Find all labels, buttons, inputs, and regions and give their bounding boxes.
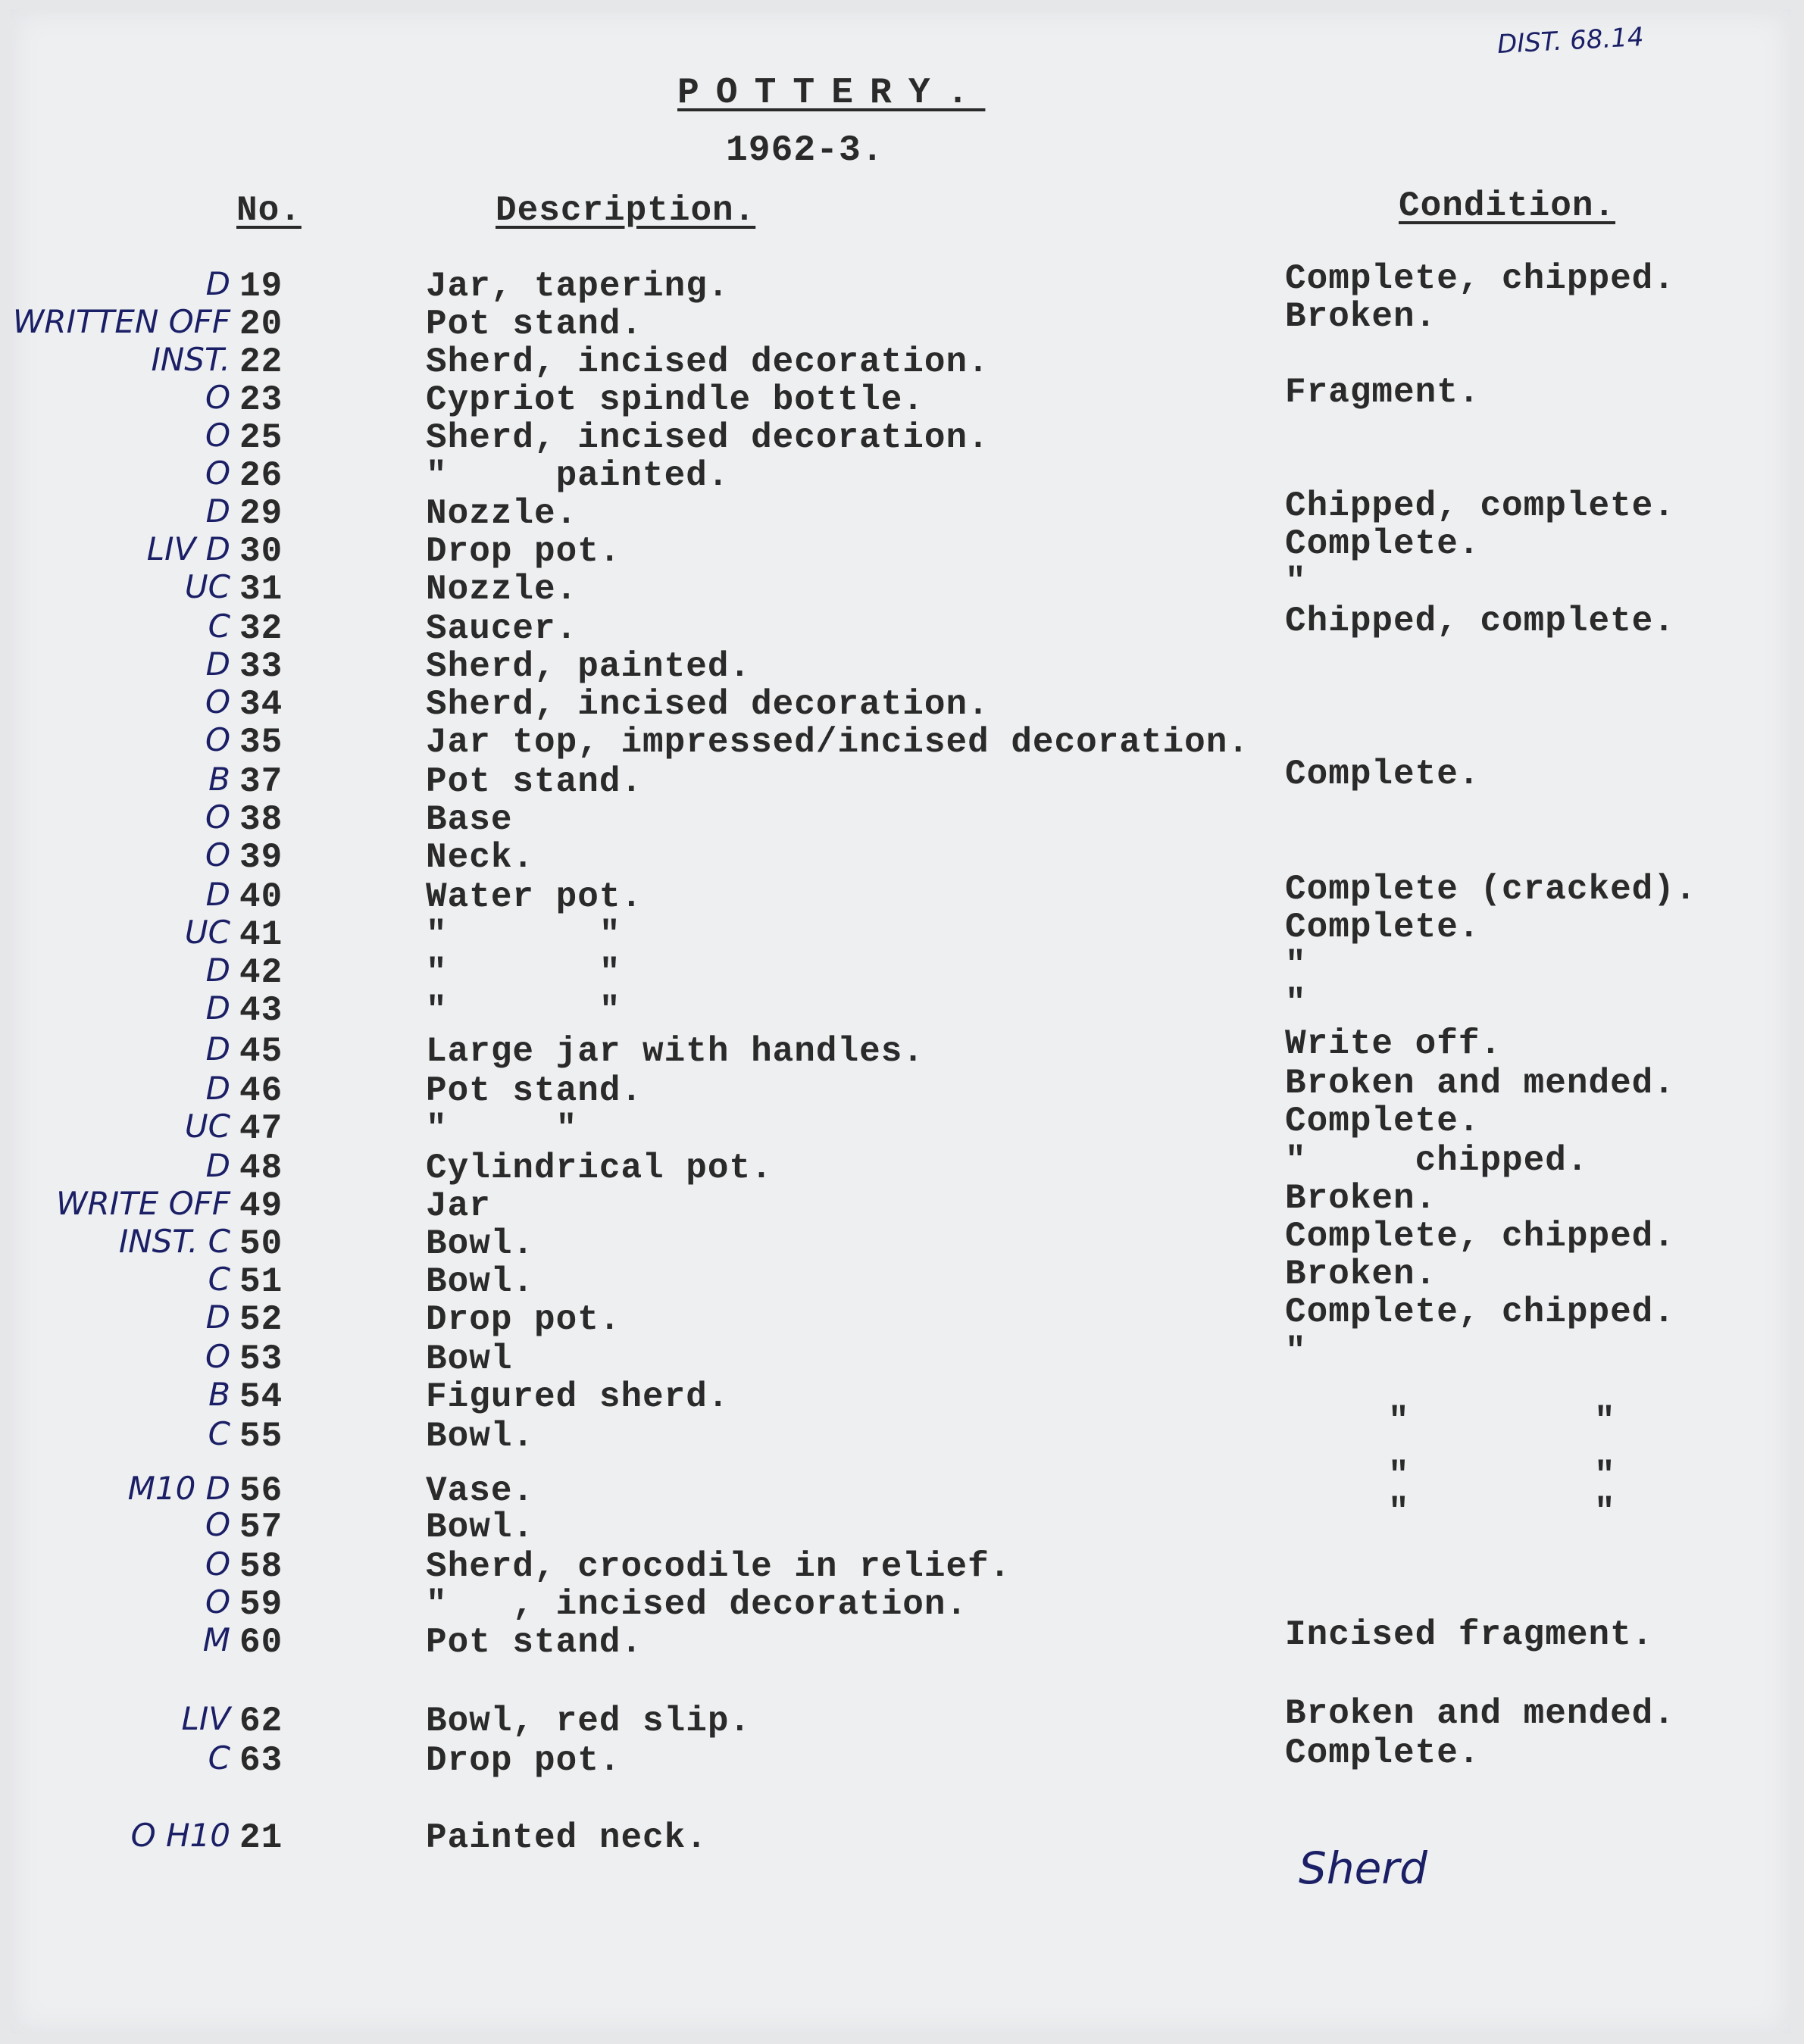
row-handwritten-mark: C (208, 1261, 230, 1298)
row-number: 25 (239, 418, 283, 458)
row-number: 31 (239, 570, 283, 609)
row-handwritten-mark: D (205, 876, 230, 913)
row-handwritten-mark: D (205, 1147, 230, 1184)
row-handwritten-mark: D (205, 1299, 230, 1336)
column-header-condition: Condition. (1399, 186, 1616, 226)
row-number: 47 (239, 1109, 283, 1149)
row-condition: " chipped. (1285, 1141, 1589, 1180)
row-handwritten-mark: INST. C (118, 1223, 230, 1260)
row-condition: Complete, chipped. (1285, 1217, 1675, 1256)
row-description: Jar top, impressed/incised decoration. (426, 723, 1249, 762)
row-number: 45 (239, 1032, 283, 1071)
row-number: 55 (239, 1417, 283, 1456)
row-description: " , incised decoration. (426, 1585, 968, 1624)
row-handwritten-mark: O H10 (130, 1817, 230, 1854)
row-number: 63 (239, 1741, 283, 1780)
row-handwritten-mark: D (205, 952, 230, 989)
row-number: 54 (239, 1377, 283, 1417)
row-handwritten-mark: B (208, 1376, 230, 1413)
row-handwritten-mark: O (205, 836, 230, 874)
row-handwritten-mark: O (205, 1338, 230, 1375)
row-description: " " (426, 915, 621, 955)
row-number: 62 (239, 1702, 283, 1741)
row-handwritten-mark: LIV (181, 1700, 230, 1737)
row-description: Saucer. (426, 609, 578, 649)
row-condition-ditto: " (1388, 1492, 1410, 1532)
row-description: Sherd, incised decoration. (426, 685, 990, 724)
row-condition: " (1285, 945, 1307, 985)
row-handwritten-mark: O (205, 455, 230, 492)
row-condition-ditto: " (1594, 1456, 1616, 1495)
row-number: 32 (239, 609, 283, 649)
row-description: Bowl. (426, 1262, 535, 1302)
row-handwritten-mark: M10 D (127, 1470, 230, 1507)
row-description: Cypriot spindle bottle. (426, 380, 924, 420)
row-handwritten-mark: WRITTEN OFF (12, 303, 230, 340)
row-number: 26 (239, 456, 283, 495)
row-handwritten-mark: O (205, 379, 230, 416)
row-description: Jar (426, 1186, 491, 1226)
row-number: 57 (239, 1508, 283, 1547)
row-handwritten-mark: M (202, 1621, 230, 1658)
row-number: 38 (239, 800, 283, 839)
row-description: Base (426, 800, 513, 839)
row-handwritten-mark: UC (184, 1108, 230, 1145)
handwritten-condition-note: Sherd (1299, 1842, 1427, 1894)
row-description: Large jar with handles. (426, 1032, 924, 1071)
row-handwritten-mark: D (205, 1030, 230, 1067)
row-description: Vase. (426, 1471, 535, 1511)
row-number: 33 (239, 647, 283, 686)
row-description: Bowl. (426, 1224, 535, 1264)
row-number: 23 (239, 380, 283, 420)
row-handwritten-mark: D (205, 265, 230, 302)
row-condition: Broken and mended. (1285, 1064, 1675, 1103)
row-handwritten-mark: O (205, 1583, 230, 1621)
row-handwritten-mark: WRITE OFF (55, 1185, 230, 1222)
row-handwritten-mark: D (205, 645, 230, 683)
row-number: 30 (239, 532, 283, 571)
row-condition: " (1285, 562, 1307, 602)
row-number: 50 (239, 1224, 283, 1264)
row-description: " painted. (426, 456, 730, 495)
row-number: 35 (239, 723, 283, 762)
row-description: Bowl, red slip. (426, 1702, 752, 1741)
row-number: 42 (239, 953, 283, 992)
row-condition: Complete. (1285, 1733, 1480, 1773)
row-number: 59 (239, 1585, 283, 1624)
row-number: 46 (239, 1071, 283, 1111)
row-condition: Complete. (1285, 1102, 1480, 1141)
row-number: 39 (239, 838, 283, 877)
corner-reference: DIST. 68.14 (1496, 21, 1645, 61)
row-condition-ditto: " (1594, 1402, 1616, 1441)
row-condition: Fragment. (1285, 373, 1480, 412)
row-condition: Complete. (1285, 524, 1480, 564)
row-condition: " (1285, 1332, 1307, 1371)
row-handwritten-mark: C (208, 1415, 230, 1452)
row-number: 51 (239, 1262, 283, 1302)
row-number: 52 (239, 1300, 283, 1339)
row-description: Sherd, painted. (426, 647, 752, 686)
row-condition: Broken. (1285, 1179, 1437, 1218)
row-condition: Broken. (1285, 297, 1437, 336)
row-handwritten-mark: O (205, 1546, 230, 1583)
row-condition: Complete. (1285, 908, 1480, 947)
row-number: 19 (239, 267, 283, 306)
row-condition: Incised fragment. (1285, 1615, 1654, 1655)
row-description: Figured sherd. (426, 1377, 730, 1417)
row-condition: " (1285, 983, 1307, 1023)
row-description: " " (426, 953, 621, 992)
row-description: Pot stand. (426, 1071, 643, 1111)
row-description: Nozzle. (426, 494, 578, 533)
row-condition: Chipped, complete. (1285, 486, 1675, 526)
row-number: 43 (239, 991, 283, 1030)
row-number: 60 (239, 1623, 283, 1662)
row-handwritten-mark: O (205, 799, 230, 836)
row-number: 22 (239, 342, 283, 382)
page-year: 1962-3. (726, 130, 884, 171)
row-handwritten-mark: B (208, 761, 230, 798)
column-header-no: No. (236, 191, 302, 230)
row-condition: Complete, chipped. (1285, 1292, 1675, 1332)
row-handwritten-mark: UC (184, 568, 230, 605)
row-number: 56 (239, 1471, 283, 1511)
row-description: Drop pot. (426, 532, 621, 571)
row-handwritten-mark: LIV D (146, 530, 230, 567)
row-description: Pot stand. (426, 305, 643, 344)
row-description: " " (426, 1109, 578, 1149)
row-number: 41 (239, 915, 283, 955)
row-handwritten-mark: D (205, 492, 230, 530)
row-condition: Broken. (1285, 1255, 1437, 1294)
row-handwritten-mark: C (208, 608, 230, 645)
row-description: Water pot. (426, 877, 643, 917)
row-handwritten-mark: D (205, 1070, 230, 1107)
row-description: Bowl (426, 1339, 513, 1379)
row-handwritten-mark: O (205, 721, 230, 758)
page-title: POTTERY. (677, 73, 986, 114)
row-handwritten-mark: UC (184, 914, 230, 951)
row-number: 40 (239, 877, 283, 917)
row-condition-ditto: " (1594, 1492, 1616, 1532)
row-number: 21 (239, 1818, 283, 1858)
row-handwritten-mark: INST. (151, 341, 230, 378)
row-number: 37 (239, 762, 283, 802)
document-page (11, 9, 1791, 2033)
row-description: Bowl. (426, 1508, 535, 1547)
row-condition-ditto: " (1388, 1456, 1410, 1495)
row-condition: Complete, chipped. (1285, 259, 1675, 298)
row-condition: Write off. (1285, 1024, 1502, 1064)
row-number: 34 (239, 685, 283, 724)
row-description: Drop pot. (426, 1741, 621, 1780)
row-description: Sherd, incised decoration. (426, 342, 990, 382)
row-condition: Complete. (1285, 755, 1480, 794)
row-handwritten-mark: C (208, 1739, 230, 1777)
row-number: 53 (239, 1339, 283, 1379)
row-number: 48 (239, 1149, 283, 1188)
row-handwritten-mark: O (205, 683, 230, 720)
row-condition-ditto: " (1388, 1402, 1410, 1441)
row-handwritten-mark: O (205, 417, 230, 454)
row-description: Sherd, crocodile in relief. (426, 1547, 1011, 1586)
row-handwritten-mark: O (205, 1506, 230, 1543)
row-number: 58 (239, 1547, 283, 1586)
row-description: " " (426, 991, 621, 1030)
row-description: Pot stand. (426, 1623, 643, 1662)
row-number: 29 (239, 494, 283, 533)
row-number: 20 (239, 305, 283, 344)
row-condition: Complete (cracked). (1285, 870, 1697, 909)
column-header-description: Description. (496, 191, 756, 230)
row-description: Cylindrical pot. (426, 1149, 773, 1188)
row-description: Nozzle. (426, 570, 578, 609)
row-description: Sherd, incised decoration. (426, 418, 990, 458)
row-description: Bowl. (426, 1417, 535, 1456)
row-handwritten-mark: D (205, 989, 230, 1027)
row-description: Drop pot. (426, 1300, 621, 1339)
row-number: 49 (239, 1186, 283, 1226)
row-condition: Broken and mended. (1285, 1694, 1675, 1733)
row-description: Pot stand. (426, 762, 643, 802)
row-description: Jar, tapering. (426, 267, 730, 306)
row-description: Neck. (426, 838, 535, 877)
row-description: Painted neck. (426, 1818, 708, 1858)
row-condition: Chipped, complete. (1285, 602, 1675, 641)
